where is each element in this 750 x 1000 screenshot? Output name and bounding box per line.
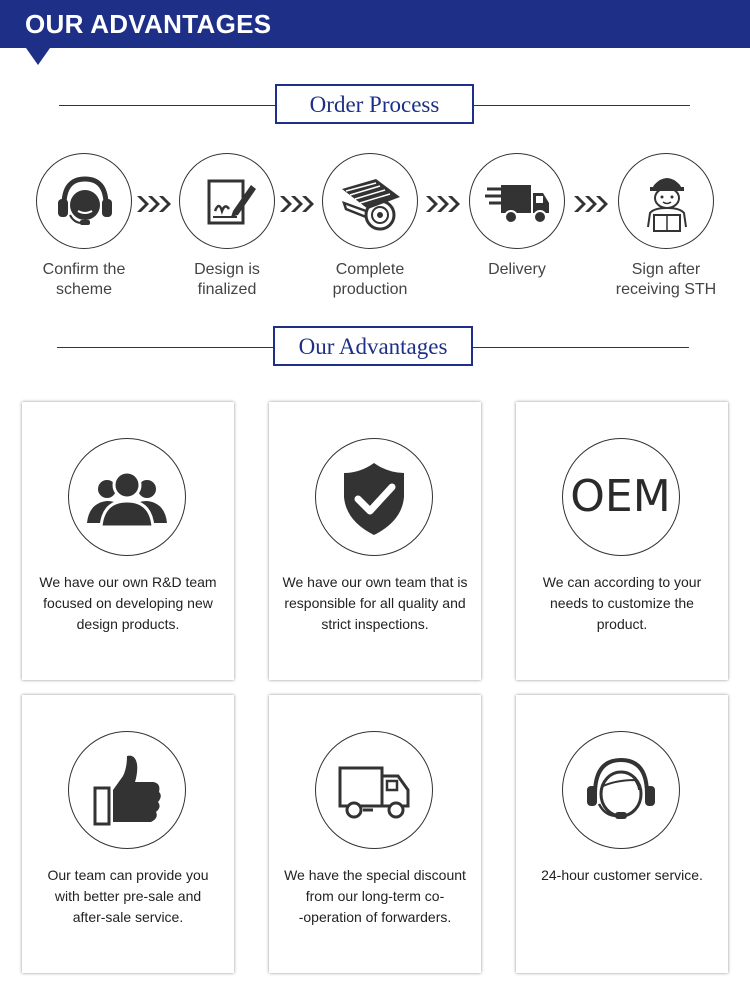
- advantage-card-forwarders: [269, 695, 481, 973]
- advantages-title: Our Advantages: [273, 326, 473, 366]
- courier-person-icon: [632, 167, 702, 237]
- card-icon-circle: [68, 731, 186, 849]
- advantage-card-rnd-team: [22, 402, 234, 680]
- card-text-line: needs to customize the: [550, 595, 694, 611]
- advantage-card-oem: [516, 402, 728, 680]
- card-icon-circle: [562, 438, 680, 556]
- card-icon-circle: [68, 438, 186, 556]
- card-text-line: design products.: [76, 616, 180, 632]
- step-label: [447, 260, 587, 280]
- card-text-line: focused on developing new: [43, 595, 213, 611]
- card-description: [528, 865, 716, 886]
- step-circle: [179, 153, 275, 249]
- top-banner: [0, 0, 750, 48]
- step-circle: [36, 153, 132, 249]
- step-label-line: Sign after: [631, 261, 701, 278]
- chevron-arrows-icon: [135, 193, 173, 215]
- card-text-line: with better pre-sale and: [54, 888, 202, 904]
- chevron-arrows-icon: [278, 193, 316, 215]
- signing-document-icon: [193, 167, 263, 237]
- step-label-line: finalized: [197, 281, 257, 298]
- step-label: [14, 260, 154, 300]
- card-text-line: strict inspections.: [321, 616, 429, 632]
- heading-line-right: [474, 105, 690, 106]
- heading-line-right: [473, 347, 689, 348]
- step-label: [300, 260, 440, 300]
- banner-title: OUR ADVANTAGES: [25, 9, 272, 39]
- thumbs-up-icon: [83, 746, 171, 834]
- step-label-line: Delivery: [488, 261, 546, 278]
- card-description: [528, 572, 716, 635]
- team-icon: [83, 453, 171, 541]
- order-process-title: Order Process: [275, 84, 474, 124]
- card-text-line: We have the special discount: [284, 867, 466, 883]
- card-text-line: We have our own team that is: [282, 574, 468, 590]
- card-icon-circle: [562, 731, 680, 849]
- headset-icon: [50, 167, 120, 237]
- shield-check-icon: [330, 453, 418, 541]
- card-text-line: responsible for all quality and: [284, 595, 466, 611]
- step-label-line: Complete: [335, 261, 405, 278]
- chevron-arrows-icon: [572, 193, 610, 215]
- delivery-truck-icon: [483, 167, 553, 237]
- card-icon-circle: [315, 438, 433, 556]
- customer-service-icon: [577, 746, 665, 834]
- step-circle: [618, 153, 714, 249]
- card-text-line: product.: [596, 616, 648, 632]
- card-text-line: We can according to your: [542, 574, 702, 590]
- chevron-arrows-icon: [424, 193, 462, 215]
- card-description: [281, 572, 469, 635]
- advantage-card-quality: [269, 402, 481, 680]
- card-description: [281, 865, 469, 928]
- card-icon-circle: [315, 731, 433, 849]
- oem-icon: OEM: [570, 471, 671, 522]
- advantages-heading: [0, 326, 750, 370]
- step-circle: [469, 153, 565, 249]
- step-circle: [322, 153, 418, 249]
- step-label-line: scheme: [55, 281, 113, 298]
- step-label-line: production: [332, 281, 408, 298]
- banner-notch: [26, 48, 50, 65]
- card-text-line: from our long-term co-: [305, 888, 445, 904]
- advantage-card-service: [22, 695, 234, 973]
- card-text-line: 24-hour customer service.: [541, 867, 703, 883]
- card-text-line: Our team can provide you: [47, 867, 209, 883]
- card-text-line: after-sale service.: [72, 909, 184, 925]
- heading-line-left: [59, 105, 276, 106]
- step-label: [596, 260, 736, 300]
- truck-outline-icon: [330, 746, 418, 834]
- heading-line-left: [57, 347, 274, 348]
- step-label-line: receiving STH: [615, 281, 717, 298]
- card-text-line: -operation of forwarders.: [298, 909, 452, 925]
- card-description: [34, 572, 222, 635]
- step-label-line: Design is: [194, 261, 260, 278]
- advantage-card-24h: [516, 695, 728, 973]
- step-label-line: Confirm the: [42, 261, 126, 278]
- card-text-line: We have our own R&D team: [39, 574, 217, 590]
- carpet-roll-icon: [336, 167, 406, 237]
- order-process-heading: [0, 84, 750, 128]
- step-label: [157, 260, 297, 300]
- card-description: [34, 865, 222, 928]
